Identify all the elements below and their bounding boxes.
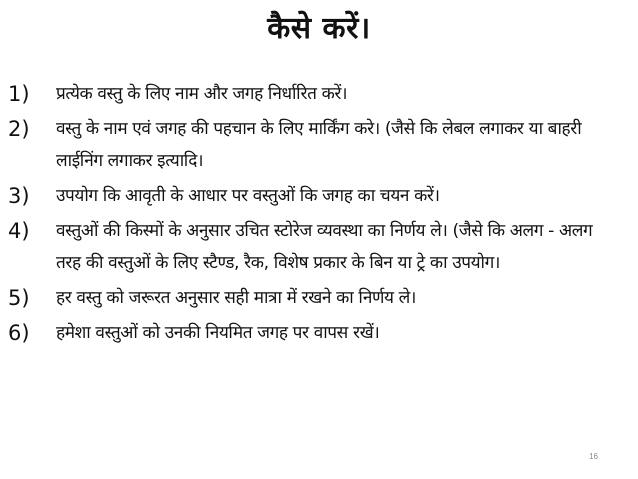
list-item-line: वस्तुओं की किस्मों के अनुसार उचित स्टोरेज व्यवस्था का निर्णय ले। (जैसे कि अलग - अलग — [56, 221, 593, 241]
list-item-line: तरह की वस्तुओं के लिए स्टैण्ड, रैक, विशेष प्रकार के बिन या ट्रे का उपयोग। — [56, 253, 500, 273]
list-item-number: 5) — [8, 286, 30, 310]
list-item-text — [56, 215, 634, 279]
list-item-text — [56, 113, 634, 177]
list-item — [8, 180, 634, 212]
list-item-text — [56, 282, 634, 314]
page-number: 16 — [589, 452, 598, 461]
list-item-text — [56, 180, 634, 212]
list-item-text — [56, 78, 634, 110]
list-item-number: 3) — [8, 184, 30, 208]
list-item-line: हर वस्तु को जरूरत अनुसार सही मात्रा में रखने का निर्णय ले। — [56, 288, 417, 308]
list-item-number: 4) — [8, 219, 30, 243]
list-item — [8, 78, 634, 110]
list-item-number: 6) — [8, 321, 30, 345]
list-item-text — [56, 317, 634, 349]
numbered-list — [8, 78, 634, 349]
list-item — [8, 215, 634, 279]
list-item-number: 2) — [8, 117, 30, 141]
list-item-line: उपयोग कि आवृती के आधार पर वस्तुओं कि जगह का चयन करें। — [56, 186, 440, 206]
list-item-line: वस्तु के नाम एवं जगह की पहचान के लिए मार्किंग करे। (जैसे कि लेबल लगाकर या बाहरी — [56, 119, 582, 139]
list-item-line: हमेशा वस्तुओं को उनकी नियमित जगह पर वापस रखें। — [56, 323, 380, 343]
list-item-number: 1) — [8, 82, 30, 106]
list-item-line: प्रत्येक वस्तु के लिए नाम और जगह निर्धारित करें। — [56, 84, 348, 104]
list-item-line: लाईनिंग लगाकर इत्यादि। — [56, 151, 204, 171]
list-item — [8, 317, 634, 349]
list-item — [8, 113, 634, 177]
slide-title: कैसे करें। — [267, 11, 371, 46]
list-item — [8, 282, 634, 314]
